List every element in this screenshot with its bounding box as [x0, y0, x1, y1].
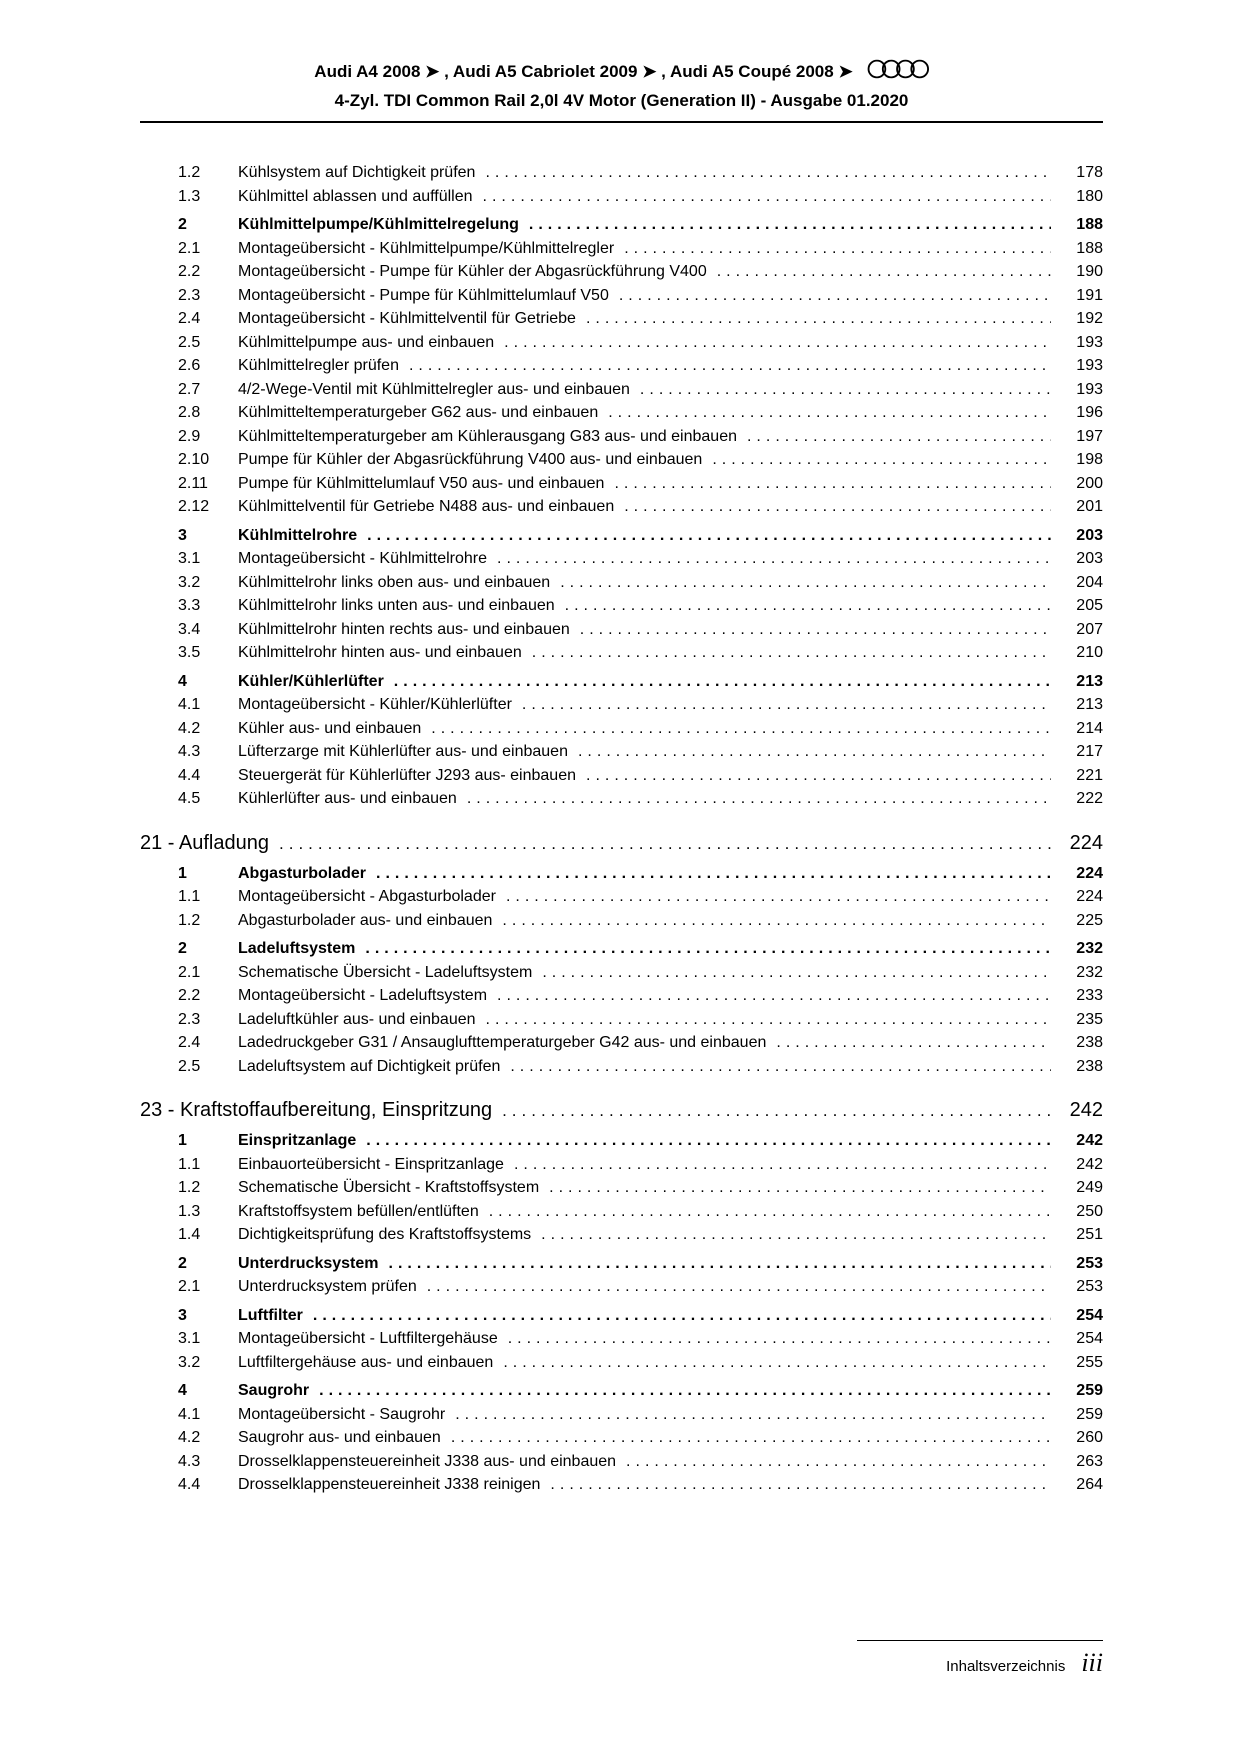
toc-row: [140, 1031, 1103, 1055]
dot-leader: [502, 1097, 1051, 1124]
dot-leader: [542, 961, 1051, 985]
toc-entry-number: 3.2: [178, 573, 201, 591]
dot-leader: [455, 1403, 1051, 1427]
dot-leader: [389, 1252, 1052, 1276]
toc-entry-number: 2.5: [178, 1057, 201, 1075]
toc-entry-number: 2.1: [178, 239, 201, 257]
toc-entry-number: 1.3: [178, 187, 201, 205]
toc-entry-page: 201: [1076, 498, 1103, 515]
toc-entry-title: 23 - Kraftstoffaufbereitung, Einspritzung: [140, 1099, 493, 1121]
toc-row: [140, 1304, 1103, 1328]
toc-entry-number: 2.11: [178, 474, 208, 492]
toc-entry-title: Montageübersicht - Kühler/Kühlerlüfter: [238, 696, 512, 713]
toc-row: [140, 237, 1103, 261]
footer-page-number: iii: [1081, 1648, 1103, 1677]
toc-entry-title: Steuergerät für Kühlerlüfter J293 aus- einbauen: [238, 766, 576, 784]
toc-entry-page: 196: [1076, 404, 1103, 421]
toc-entry-page: 213: [1076, 696, 1103, 713]
toc-row: [140, 885, 1103, 909]
toc-row: [140, 547, 1103, 571]
dot-leader: [376, 862, 1051, 886]
toc-entry-page: 260: [1076, 1429, 1103, 1446]
footer-line: [857, 1648, 1103, 1678]
toc-entry-title: Kraftstoffsystem befüllen/entlüften: [238, 1202, 479, 1220]
toc-entry-number: 3.1: [178, 550, 201, 567]
dot-leader: [497, 984, 1051, 1008]
toc-entry-number: 2.7: [178, 380, 201, 398]
toc-entry-title: Montageübersicht - Abgasturbolader: [238, 888, 496, 905]
toc-row: [140, 571, 1103, 595]
toc-entry-number: 2.10: [178, 451, 210, 468]
toc-entry-title: Montageübersicht - Kühlmittelpumpe/Kühlmittelregler: [238, 239, 615, 257]
toc-entry-title: Saugrohr aus- und einbauen: [238, 1429, 441, 1446]
toc-row: [140, 1379, 1103, 1403]
dot-leader: [619, 284, 1051, 308]
toc-row: [140, 693, 1103, 717]
toc-entry-title: Kühlerlüfter aus- und einbauen: [238, 790, 457, 807]
toc-entry-number: 4.2: [178, 719, 201, 737]
toc-entry-title: Pumpe für Kühlmittelumlauf V50 aus- und einbauen: [238, 474, 605, 492]
dot-leader: [427, 1275, 1051, 1299]
toc-entry-page: 253: [1076, 1254, 1103, 1272]
page-header: [140, 58, 1103, 123]
toc-row: [140, 830, 1103, 857]
toc-entry-page: 259: [1076, 1382, 1103, 1399]
toc-entry-number: 2.8: [178, 404, 201, 421]
toc-row: [140, 909, 1103, 933]
toc-row: [140, 1327, 1103, 1351]
dot-leader: [712, 448, 1051, 472]
toc-row: [140, 354, 1103, 378]
dot-leader: [549, 1176, 1051, 1200]
toc-row: [140, 1351, 1103, 1375]
toc-entry-number: 2: [178, 940, 187, 957]
dot-leader: [409, 354, 1051, 378]
toc-entry-number: 4.4: [178, 766, 201, 784]
toc-entry-number: 2: [178, 1254, 187, 1272]
toc-entry-title: Kühlmitteltemperaturgeber am Kühlerausgang G83 aus- und einbauen: [238, 427, 737, 445]
toc-entry-title: Saugrohr: [238, 1382, 310, 1399]
toc-row: [140, 717, 1103, 741]
page-content: [140, 58, 1103, 1497]
toc-entry-page: 222: [1076, 790, 1103, 807]
toc-entry-page: 233: [1076, 987, 1103, 1004]
dot-leader: [451, 1426, 1051, 1450]
toc-row: [140, 1252, 1103, 1276]
toc-entry-page: 250: [1076, 1202, 1103, 1220]
toc-entry-page: 205: [1076, 597, 1103, 614]
dot-leader: [313, 1304, 1051, 1328]
dot-leader: [624, 237, 1051, 261]
dot-leader: [485, 161, 1051, 185]
footer-rule: [857, 1640, 1103, 1641]
dot-leader: [550, 1473, 1051, 1497]
toc-row: [140, 284, 1103, 308]
toc-entry-title: Schematische Übersicht - Kraftstoffsystem: [238, 1179, 540, 1196]
dot-leader: [503, 1351, 1051, 1375]
toc-entry-page: 249: [1076, 1179, 1103, 1196]
toc-row: [140, 937, 1103, 961]
toc-entry-number: 2.4: [178, 1034, 201, 1051]
toc-entry-title: Ladeluftsystem auf Dichtigkeit prüfen: [238, 1057, 501, 1075]
dot-leader: [640, 378, 1051, 402]
dot-leader: [565, 594, 1051, 618]
toc-row: [140, 1450, 1103, 1474]
toc-entry-number: 2.1: [178, 963, 201, 981]
toc-row: [140, 1008, 1103, 1032]
toc-entry-number: 2.5: [178, 333, 201, 351]
toc-entry-title: Luftfilter: [238, 1306, 303, 1324]
audi-rings-logo: [867, 58, 929, 85]
toc-entry-number: 3.3: [178, 597, 201, 614]
toc-entry-page: 242: [1076, 1132, 1103, 1149]
toc-row: [140, 331, 1103, 355]
dot-leader: [586, 307, 1051, 331]
toc-entry-number: 4.1: [178, 696, 201, 713]
dot-leader: [717, 260, 1051, 284]
toc-row: [140, 641, 1103, 665]
header-models-text: Audi A4 2008 ➤ , Audi A5 Cabriolet 2009 ➤ , Audi A5 Coupé 2008 ➤: [314, 61, 853, 81]
toc-entry-number: 1.4: [178, 1226, 201, 1243]
toc-row: [140, 1275, 1103, 1299]
toc-entry-page: 214: [1076, 719, 1103, 737]
toc-entry-page: 203: [1076, 526, 1103, 544]
toc-entry-number: 1.2: [178, 1179, 201, 1196]
toc-entry-page: 259: [1076, 1405, 1103, 1423]
toc-entry-number: 2.3: [178, 1010, 201, 1028]
toc-row: [140, 185, 1103, 209]
dot-leader: [626, 1450, 1051, 1474]
toc-entry-number: 2.12: [178, 498, 210, 515]
dot-leader: [483, 185, 1051, 209]
toc-row: [140, 425, 1103, 449]
toc-entry-number: 2.2: [178, 987, 201, 1004]
toc-entry-title: Ladedruckgeber G31 / Ansauglufttemperaturgeber G42 aus- und einbauen: [238, 1034, 767, 1051]
header-rule: [140, 121, 1103, 123]
toc-entry-page: 235: [1076, 1010, 1103, 1028]
footer-label: Inhaltsverzeichnis: [946, 1658, 1066, 1675]
toc-entry-title: Montageübersicht - Kühlmittelrohre: [238, 550, 488, 567]
toc-entry-page: 224: [1076, 888, 1103, 905]
toc-entry-number: 1.2: [178, 164, 201, 181]
toc-entry-page: 190: [1076, 263, 1103, 280]
toc-entry-title: Lüfterzarge mit Kühlerlüfter aus- und einbauen: [238, 743, 568, 760]
toc-entry-page: 254: [1076, 1306, 1103, 1324]
toc-entry-page: 200: [1076, 474, 1103, 492]
toc-entry-title: Einspritzanlage: [238, 1132, 357, 1149]
toc-row: [140, 1223, 1103, 1247]
toc-entry-page: 264: [1076, 1476, 1103, 1493]
toc-entry-title: Unterdrucksystem: [238, 1254, 379, 1272]
toc-entry-page: 254: [1076, 1330, 1103, 1347]
toc-entry-page: 204: [1076, 573, 1103, 591]
toc-row: [140, 378, 1103, 402]
dot-leader: [510, 1055, 1051, 1079]
toc-row: [140, 401, 1103, 425]
dot-leader: [489, 1200, 1051, 1224]
toc-entry-title: Kühlmittelrohre: [238, 526, 358, 544]
dot-leader: [502, 909, 1051, 933]
toc-entry-page: 193: [1076, 357, 1103, 374]
toc-row: [140, 472, 1103, 496]
toc-entry-number: 4.5: [178, 790, 201, 807]
dot-leader: [560, 571, 1051, 595]
toc-entry-title: Kühlmittelrohr hinten aus- und einbauen: [238, 644, 522, 661]
toc-entry-title: Drosselklappensteuereinheit J338 aus- und einbauen: [238, 1452, 617, 1470]
dot-leader: [366, 1129, 1051, 1153]
toc-entry-page: 192: [1076, 310, 1103, 327]
toc-entry-number: 2: [178, 216, 187, 233]
toc-entry-title: Montageübersicht - Luftfiltergehäuse: [238, 1330, 498, 1347]
toc-entry-number: 1: [178, 1132, 187, 1149]
toc-entry-number: 4: [178, 672, 187, 690]
toc-entry-title: Drosselklappensteuereinheit J338 reinigen: [238, 1476, 541, 1493]
toc-entry-number: 3.5: [178, 644, 201, 661]
toc-entry-page: 224: [1076, 864, 1103, 882]
toc-entry-title: Montageübersicht - Kühlmittelventil für Getriebe: [238, 310, 576, 327]
toc-row: [140, 764, 1103, 788]
toc-row: [140, 1097, 1103, 1124]
toc-entry-title: Kühlmittelrohr links unten aus- und einbauen: [238, 597, 555, 614]
toc-entry-number: 4.4: [178, 1476, 201, 1493]
toc-entry-number: 4: [178, 1382, 187, 1399]
toc-entry-page: 207: [1076, 620, 1103, 638]
toc-row: [140, 260, 1103, 284]
toc-entry-title: Kühler aus- und einbauen: [238, 719, 422, 737]
toc-entry-page: 193: [1076, 380, 1103, 398]
toc-entry-title: Abgasturbolader: [238, 864, 367, 882]
toc-row: [140, 594, 1103, 618]
toc-entry-title: Kühlmittelpumpe aus- und einbauen: [238, 333, 495, 351]
toc-entry-number: 1.1: [178, 888, 201, 905]
toc-entry-number: 4.2: [178, 1429, 201, 1446]
toc-entry-page: 221: [1076, 766, 1103, 784]
toc-row: [140, 1403, 1103, 1427]
toc-entry-page: 193: [1076, 333, 1103, 351]
dot-leader: [614, 472, 1051, 496]
toc-entry-title: Kühlmittelpumpe/Kühlmittelregelung: [238, 216, 519, 233]
toc-entry-page: 180: [1076, 187, 1103, 205]
toc-entry-number: 2.3: [178, 286, 201, 304]
toc-row: [140, 740, 1103, 764]
page-footer: [857, 1640, 1103, 1678]
dot-leader: [608, 401, 1051, 425]
toc-entry-title: Kühlmittelregler prüfen: [238, 357, 399, 374]
toc-row: [140, 1055, 1103, 1079]
toc-entry-page: 242: [1076, 1155, 1103, 1173]
toc-entry-page: 178: [1076, 164, 1103, 181]
toc-entry-title: Montageübersicht - Pumpe für Kühlmittelumlauf V50: [238, 286, 609, 304]
toc-entry-title: Unterdrucksystem prüfen: [238, 1278, 417, 1295]
toc-row: [140, 618, 1103, 642]
toc-row: [140, 524, 1103, 548]
toc-entry-number: 1.3: [178, 1202, 201, 1220]
toc-entry-title: Montageübersicht - Pumpe für Kühler der Abgasrückführung V400: [238, 263, 707, 280]
dot-leader: [508, 1327, 1051, 1351]
toc-entry-page: 191: [1076, 286, 1103, 304]
toc-row: [140, 495, 1103, 519]
dot-leader: [522, 693, 1051, 717]
toc-entry-number: 2.2: [178, 263, 201, 280]
toc-entry-page: 217: [1076, 743, 1103, 760]
toc-row: [140, 307, 1103, 331]
toc-entry-title: Luftfiltergehäuse aus- und einbauen: [238, 1353, 494, 1371]
toc-entry-number: 3: [178, 526, 187, 544]
dot-leader: [279, 830, 1051, 857]
toc-entry-page: 242: [1069, 1099, 1103, 1121]
toc-entry-title: Kühlmitteltemperaturgeber G62 aus- und einbauen: [238, 404, 599, 421]
dot-leader: [486, 1008, 1051, 1032]
toc-entry-page: 232: [1076, 963, 1103, 981]
toc-entry-number: 2.6: [178, 357, 201, 374]
toc-entry-title: 4/2-Wege-Ventil mit Kühlmittelregler aus- und einbauen: [238, 380, 630, 398]
toc-row: [140, 984, 1103, 1008]
toc-entry-number: 3.4: [178, 620, 201, 638]
toc-row: [140, 1153, 1103, 1177]
toc-entry-page: 238: [1076, 1034, 1103, 1051]
dot-leader: [624, 495, 1051, 519]
toc-entry-title: Kühler/Kühlerlüfter: [238, 672, 384, 690]
dot-leader: [367, 524, 1051, 548]
dot-leader: [529, 213, 1051, 237]
toc-entry-title: Ladeluftsystem: [238, 940, 356, 957]
toc-row: [140, 862, 1103, 886]
toc-entry-title: Kühlmittelrohr links oben aus- und einbauen: [238, 573, 551, 591]
toc-entry-title: Einbauorteübersicht - Einspritzanlage: [238, 1155, 504, 1173]
toc-entry-page: 225: [1076, 911, 1103, 929]
toc-row: [140, 1176, 1103, 1200]
toc-row: [140, 1200, 1103, 1224]
toc-entry-number: 1: [178, 864, 187, 882]
header-engine-line: 4-Zyl. TDI Common Rail 2,0l 4V Motor (Generation II) - Ausgabe 01.2020: [334, 91, 909, 110]
dot-leader: [319, 1379, 1051, 1403]
toc-entry-page: 213: [1076, 672, 1103, 690]
toc-row: [140, 787, 1103, 811]
toc-row: [140, 1426, 1103, 1450]
dot-leader: [504, 331, 1051, 355]
toc-entry-number: 2.9: [178, 427, 201, 445]
toc-entry-number: 1.1: [178, 1155, 201, 1173]
dot-leader: [580, 618, 1051, 642]
toc-entry-page: 255: [1076, 1353, 1103, 1371]
toc-entry-number: 3: [178, 1306, 187, 1324]
dot-leader: [506, 885, 1051, 909]
toc-entry-title: Kühlmittel ablassen und auffüllen: [238, 187, 473, 205]
dot-leader: [514, 1153, 1051, 1177]
toc-row: [140, 961, 1103, 985]
toc-entry-page: 238: [1076, 1057, 1103, 1075]
dot-leader: [394, 670, 1051, 694]
toc-entry-page: 251: [1076, 1226, 1103, 1243]
toc-entry-title: Ladeluftkühler aus- und einbauen: [238, 1010, 476, 1028]
toc-entry-title: Kühlmittelventil für Getriebe N488 aus- und einbauen: [238, 498, 615, 515]
toc-entry-number: 4.1: [178, 1405, 201, 1423]
toc-entry-page: 188: [1076, 216, 1103, 233]
toc-entry-title: Kühlmittelrohr hinten rechts aus- und einbauen: [238, 620, 570, 638]
toc-entry-number: 3.2: [178, 1353, 201, 1371]
toc-entry-page: 253: [1076, 1278, 1103, 1295]
toc-row: [140, 670, 1103, 694]
dot-leader: [747, 425, 1051, 449]
toc-entry-page: 197: [1076, 427, 1103, 445]
toc-entry-page: 198: [1076, 451, 1103, 468]
toc-entry-number: 1.2: [178, 911, 201, 929]
toc-entry-page: 203: [1076, 550, 1103, 567]
dot-leader: [431, 717, 1051, 741]
toc-entry-page: 232: [1076, 940, 1103, 957]
header-models-line: [140, 58, 1103, 85]
toc-entry-page: 210: [1076, 644, 1103, 661]
dot-leader: [532, 641, 1051, 665]
dot-leader: [586, 764, 1051, 788]
dot-leader: [365, 937, 1051, 961]
toc-entry-title: Dichtigkeitsprüfung des Kraftstoffsystems: [238, 1226, 532, 1243]
toc-entry-title: 21 - Aufladung: [140, 831, 269, 854]
toc-row: [140, 1473, 1103, 1497]
toc-entry-title: Pumpe für Kühler der Abgasrückführung V400 aus- und einbauen: [238, 451, 703, 468]
toc-entry-number: 4.3: [178, 743, 201, 760]
toc-row: [140, 448, 1103, 472]
toc-entry-title: Kühlsystem auf Dichtigkeit prüfen: [238, 164, 476, 181]
toc-entry-page: 224: [1069, 831, 1103, 854]
toc-entry-title: Abgasturbolader aus- und einbauen: [238, 911, 493, 929]
toc-entry-number: 4.3: [178, 1452, 201, 1470]
table-of-contents: [140, 161, 1103, 1497]
toc-entry-title: Montageübersicht - Saugrohr: [238, 1405, 446, 1423]
dot-leader: [541, 1223, 1051, 1247]
toc-entry-number: 2.1: [178, 1278, 201, 1295]
toc-entry-title: Montageübersicht - Ladeluftsystem: [238, 987, 488, 1004]
toc-entry-page: 188: [1076, 239, 1103, 257]
toc-entry-title: Schematische Übersicht - Ladeluftsystem: [238, 963, 533, 981]
dot-leader: [578, 740, 1051, 764]
dot-leader: [497, 547, 1051, 571]
dot-leader: [467, 787, 1051, 811]
toc-row: [140, 1129, 1103, 1153]
toc-entry-page: 263: [1076, 1452, 1103, 1470]
toc-entry-number: 3.1: [178, 1330, 201, 1347]
toc-row: [140, 213, 1103, 237]
toc-entry-number: 2.4: [178, 310, 201, 327]
toc-row: [140, 161, 1103, 185]
dot-leader: [776, 1031, 1051, 1055]
